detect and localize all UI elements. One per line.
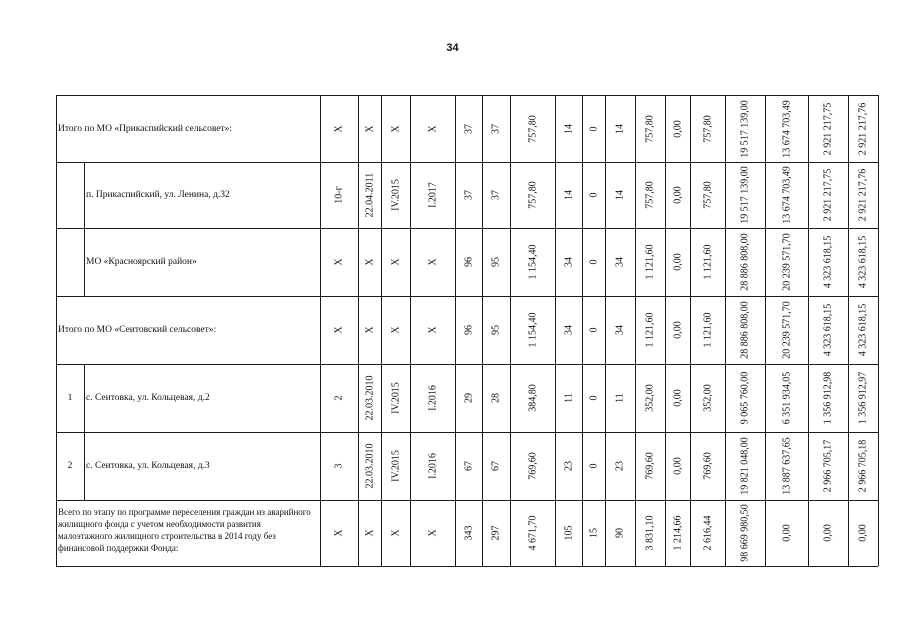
cell-value: 37 bbox=[463, 190, 474, 200]
table-cell bbox=[358, 364, 381, 432]
cell-value: 757,80 bbox=[644, 181, 656, 209]
cell-value: X bbox=[390, 529, 401, 537]
cell-value: 4 323 618,15 bbox=[857, 303, 869, 357]
table-cell bbox=[410, 500, 455, 566]
cell-value: 28 886 808,00 bbox=[739, 233, 751, 291]
cell-value: 67 bbox=[463, 461, 474, 471]
table-cell bbox=[665, 228, 690, 296]
cell-value: IV.2015 bbox=[390, 382, 401, 414]
table-cell bbox=[848, 296, 878, 364]
cell-value: 2 966 705,17 bbox=[822, 439, 834, 493]
cell-value: 757,80 bbox=[702, 181, 713, 209]
cell-value: 13 674 703,49 bbox=[781, 99, 792, 158]
table-cell bbox=[555, 364, 582, 432]
row-name: с. Сеитовка, ул. Кольцевая, д.3 bbox=[86, 461, 210, 471]
table-cell bbox=[765, 95, 808, 162]
table-cell bbox=[555, 95, 582, 162]
table-cell bbox=[381, 432, 410, 500]
cell-value: 769,60 bbox=[702, 452, 713, 480]
cell-value: 2 616,44 bbox=[702, 515, 713, 551]
cell-value: 2 921 217,76 bbox=[857, 102, 869, 155]
table-cell bbox=[410, 432, 455, 500]
cell-value: 34 bbox=[563, 325, 574, 335]
table-cell bbox=[582, 228, 605, 296]
cell-value: 22.03.2010 bbox=[364, 375, 375, 421]
cell-value: 34 bbox=[614, 257, 626, 267]
cell-value: 0,00 bbox=[822, 524, 834, 542]
table-cell bbox=[725, 432, 765, 500]
cell-value: 4 323 618,15 bbox=[822, 303, 834, 357]
cell-value: 19 517 139,00 bbox=[739, 166, 751, 224]
table-cell bbox=[510, 500, 555, 566]
table-cell bbox=[482, 364, 510, 432]
table-cell bbox=[320, 95, 358, 162]
table-cell bbox=[320, 364, 358, 432]
cell-value: IV.2015 bbox=[390, 450, 401, 482]
table-cell bbox=[665, 162, 690, 228]
row-number: 1 bbox=[67, 393, 73, 403]
cell-value: 2 bbox=[333, 395, 345, 401]
cell-value: I.2016 bbox=[427, 453, 438, 479]
table-cell bbox=[665, 95, 690, 162]
table-cell bbox=[690, 432, 725, 500]
cell-value: 2 966 705,18 bbox=[857, 439, 869, 493]
table-cell bbox=[765, 500, 808, 566]
table-cell bbox=[690, 95, 725, 162]
cell-value: X bbox=[333, 529, 345, 537]
cell-value: 29 bbox=[463, 393, 474, 403]
table-cell bbox=[635, 364, 665, 432]
cell-value: 96 bbox=[463, 257, 474, 267]
page-number: 34 bbox=[446, 42, 459, 54]
cell-value: 98 669 980,50 bbox=[739, 504, 751, 562]
table-cell bbox=[582, 432, 605, 500]
cell-value: X bbox=[333, 258, 345, 266]
table-cell bbox=[582, 162, 605, 228]
table-cell bbox=[482, 296, 510, 364]
cell-value: 90 bbox=[614, 528, 626, 538]
table-cell bbox=[808, 364, 848, 432]
cell-value: IV.2015 bbox=[390, 179, 401, 211]
table-cell bbox=[381, 162, 410, 228]
cell-value: 0,00 bbox=[672, 119, 683, 138]
cell-value: 0 bbox=[588, 126, 599, 131]
table-cell bbox=[510, 162, 555, 228]
table-cell bbox=[635, 500, 665, 566]
cell-value: 297 bbox=[490, 525, 502, 541]
table-cell bbox=[605, 228, 635, 296]
cell-value: 95 bbox=[490, 257, 502, 267]
cell-value: 1 121,60 bbox=[702, 312, 713, 348]
table-cell bbox=[482, 228, 510, 296]
table-cell bbox=[555, 500, 582, 566]
table-cell bbox=[635, 228, 665, 296]
cell-value: 384,80 bbox=[527, 384, 538, 412]
table-cell bbox=[725, 162, 765, 228]
table-cell bbox=[455, 296, 482, 364]
table-cell bbox=[410, 296, 455, 364]
cell-value: 67 bbox=[490, 461, 502, 471]
cell-value: 343 bbox=[463, 525, 474, 541]
cell-value: 0,00 bbox=[672, 186, 683, 204]
table-cell bbox=[725, 500, 765, 566]
table-cell bbox=[605, 162, 635, 228]
cell-value: X bbox=[427, 326, 438, 334]
cell-value: 1 356 912,97 bbox=[857, 371, 869, 425]
cell-value: 4 323 618,15 bbox=[822, 235, 834, 289]
cell-value: 13 674 703,49 bbox=[781, 166, 792, 224]
table-cell bbox=[808, 500, 848, 566]
cell-value: 1 154,40 bbox=[527, 244, 538, 280]
cell-value: 1 214,66 bbox=[672, 515, 683, 551]
table-cell bbox=[765, 432, 808, 500]
table-cell bbox=[381, 364, 410, 432]
table-cell bbox=[455, 95, 482, 162]
table-cell bbox=[582, 500, 605, 566]
cell-value: 3 831,10 bbox=[644, 515, 656, 551]
table-cell bbox=[808, 228, 848, 296]
table-cell bbox=[665, 432, 690, 500]
table-cell bbox=[320, 228, 358, 296]
cell-value: X bbox=[427, 529, 438, 537]
table-cell bbox=[848, 162, 878, 228]
table-cell bbox=[482, 95, 510, 162]
table-cell bbox=[320, 432, 358, 500]
table-cell bbox=[410, 364, 455, 432]
cell-value: 0 bbox=[588, 463, 599, 469]
cell-value: 37 bbox=[490, 123, 502, 134]
table-cell bbox=[690, 162, 725, 228]
table-cell bbox=[320, 500, 358, 566]
table-cell bbox=[765, 296, 808, 364]
table-cell bbox=[725, 95, 765, 162]
cell-value: 0,00 bbox=[672, 457, 683, 475]
cell-value: 95 bbox=[490, 325, 502, 335]
table-cell bbox=[358, 162, 381, 228]
table-cell bbox=[605, 432, 635, 500]
table-cell bbox=[725, 296, 765, 364]
cell-value: 1 154,40 bbox=[527, 312, 538, 348]
cell-value: 0,00 bbox=[672, 253, 683, 271]
cell-value: 1 121,60 bbox=[644, 312, 656, 348]
cell-value: 23 bbox=[563, 461, 574, 471]
table-cell bbox=[455, 364, 482, 432]
table-cell bbox=[482, 432, 510, 500]
table-cell bbox=[555, 432, 582, 500]
cell-value: 20 239 571,70 bbox=[781, 301, 792, 359]
row-name: Итого по МО «Сеитовский сельсовет»: bbox=[58, 325, 217, 335]
cell-value: 1 121,60 bbox=[644, 244, 656, 280]
cell-value: X bbox=[364, 258, 375, 266]
cell-value: 11 bbox=[614, 393, 626, 403]
table-cell bbox=[358, 228, 381, 296]
cell-value: 1 121,60 bbox=[702, 244, 713, 280]
table-cell bbox=[582, 364, 605, 432]
cell-value: 757,80 bbox=[644, 114, 656, 143]
cell-value: I.2016 bbox=[427, 385, 438, 411]
cell-value: 0,00 bbox=[672, 321, 683, 339]
table-column-border bbox=[878, 95, 879, 566]
table-cell bbox=[455, 228, 482, 296]
table-cell bbox=[510, 95, 555, 162]
table-cell bbox=[765, 228, 808, 296]
cell-value: 22.03.2010 bbox=[364, 443, 375, 489]
table-cell bbox=[690, 228, 725, 296]
cell-value: 37 bbox=[490, 190, 502, 200]
cell-value: X bbox=[390, 124, 401, 133]
table-cell bbox=[455, 500, 482, 566]
table-row-border bbox=[56, 566, 878, 567]
cell-value: X bbox=[364, 124, 375, 133]
row-name: МО «Красноярский район» bbox=[86, 257, 197, 267]
cell-value: 2 921 217,75 bbox=[822, 168, 834, 222]
cell-value: 0 bbox=[588, 327, 599, 333]
table-cell bbox=[510, 364, 555, 432]
table-cell bbox=[582, 296, 605, 364]
table-cell bbox=[765, 364, 808, 432]
table-cell bbox=[605, 296, 635, 364]
cell-value: 757,80 bbox=[527, 181, 538, 209]
cell-value: 0,00 bbox=[781, 524, 792, 542]
table-cell bbox=[808, 296, 848, 364]
cell-value: 0 bbox=[588, 395, 599, 401]
cell-value: 96 bbox=[463, 325, 474, 335]
cell-value: 4 671,70 bbox=[527, 515, 538, 551]
cell-value: 14 bbox=[563, 190, 574, 200]
cell-value: 0,00 bbox=[857, 524, 869, 542]
cell-value: X bbox=[333, 326, 345, 334]
table-cell bbox=[848, 432, 878, 500]
table-cell bbox=[635, 162, 665, 228]
table-cell bbox=[808, 432, 848, 500]
table-cell bbox=[582, 95, 605, 162]
cell-value: 20 239 571,70 bbox=[781, 233, 792, 291]
table-cell bbox=[320, 296, 358, 364]
table-cell bbox=[690, 364, 725, 432]
cell-value: 19 517 139,00 bbox=[739, 99, 751, 158]
table-cell bbox=[358, 500, 381, 566]
table-cell bbox=[635, 296, 665, 364]
table-cell bbox=[358, 432, 381, 500]
cell-value: 9 065 760,00 bbox=[739, 371, 751, 425]
table-cell bbox=[555, 228, 582, 296]
cell-value: 13 887 637,65 bbox=[781, 437, 792, 495]
cell-value: 28 bbox=[490, 393, 502, 403]
table-cell bbox=[555, 296, 582, 364]
cell-value: 2 921 217,75 bbox=[822, 102, 834, 155]
table-cell bbox=[808, 162, 848, 228]
table-cell bbox=[690, 500, 725, 566]
table-column-border bbox=[84, 364, 85, 432]
cell-value: 769,60 bbox=[644, 452, 656, 480]
table-cell bbox=[410, 95, 455, 162]
cell-value: 23 bbox=[614, 461, 626, 471]
table-cell bbox=[690, 296, 725, 364]
cell-value: 757,80 bbox=[702, 114, 713, 143]
cell-value: 352,00 bbox=[702, 384, 713, 412]
cell-value: 14 bbox=[614, 190, 626, 200]
table-cell bbox=[635, 432, 665, 500]
table-cell bbox=[381, 95, 410, 162]
table-cell bbox=[358, 95, 381, 162]
table-cell bbox=[510, 432, 555, 500]
cell-value: 0 bbox=[588, 259, 599, 265]
table-cell bbox=[410, 228, 455, 296]
cell-value: 0 bbox=[588, 192, 599, 198]
table-cell bbox=[665, 296, 690, 364]
table-cell bbox=[381, 500, 410, 566]
row-name: с. Сеитовка, ул. Кольцевая, д.2 bbox=[86, 393, 210, 403]
cell-value: 105 bbox=[563, 525, 574, 541]
cell-value: 10-г bbox=[333, 186, 345, 204]
cell-value: 34 bbox=[614, 325, 626, 335]
cell-value: I.2017 bbox=[427, 182, 438, 208]
cell-value: 352,00 bbox=[644, 384, 656, 412]
row-name: Итого по МО «Прикаспийский сельсовет»: bbox=[58, 123, 233, 134]
table-column-border bbox=[84, 162, 85, 228]
cell-value: 11 bbox=[563, 393, 574, 403]
table-cell bbox=[848, 95, 878, 162]
table-cell bbox=[848, 364, 878, 432]
cell-value: 1 356 912,98 bbox=[822, 371, 834, 425]
cell-value: X bbox=[333, 124, 345, 133]
cell-value: 34 bbox=[563, 257, 574, 267]
cell-value: 14 bbox=[614, 123, 626, 134]
table-cell bbox=[410, 162, 455, 228]
cell-value: 28 886 808,00 bbox=[739, 301, 751, 359]
cell-value: 4 323 618,15 bbox=[857, 235, 869, 289]
table-cell bbox=[765, 162, 808, 228]
cell-value: 3 bbox=[333, 463, 345, 469]
row-name: п. Прикаспийский, ул. Ленина, д.32 bbox=[86, 190, 230, 200]
cell-value: 0,00 bbox=[672, 389, 683, 407]
table-cell bbox=[320, 162, 358, 228]
table-cell bbox=[848, 228, 878, 296]
cell-value: 19 821 048,00 bbox=[739, 437, 751, 495]
cell-value: X bbox=[364, 326, 375, 334]
table-cell bbox=[482, 162, 510, 228]
cell-value: 15 bbox=[588, 528, 599, 538]
table-cell bbox=[381, 296, 410, 364]
table-cell bbox=[808, 95, 848, 162]
cell-value: 14 bbox=[563, 123, 574, 134]
table-cell bbox=[605, 500, 635, 566]
table-column-border bbox=[56, 95, 57, 566]
table-cell bbox=[381, 228, 410, 296]
table-cell bbox=[510, 296, 555, 364]
cell-value: 769,60 bbox=[527, 452, 538, 480]
table-cell bbox=[555, 162, 582, 228]
row-number: 2 bbox=[67, 461, 73, 471]
table-cell bbox=[665, 364, 690, 432]
table-cell bbox=[455, 162, 482, 228]
table-cell bbox=[725, 228, 765, 296]
cell-value: X bbox=[427, 258, 438, 266]
cell-value: 757,80 bbox=[527, 114, 538, 143]
table-column-border bbox=[84, 228, 85, 296]
table-cell bbox=[358, 296, 381, 364]
cell-value: 6 351 934,05 bbox=[781, 371, 792, 425]
table-cell bbox=[605, 95, 635, 162]
table-cell bbox=[605, 364, 635, 432]
table-cell bbox=[725, 364, 765, 432]
table-cell bbox=[635, 95, 665, 162]
table-cell bbox=[510, 228, 555, 296]
cell-value: 37 bbox=[463, 123, 474, 134]
table-cell bbox=[455, 432, 482, 500]
table-cell bbox=[665, 500, 690, 566]
cell-value: 22.04.2011 bbox=[364, 172, 375, 218]
cell-value: X bbox=[364, 529, 375, 537]
cell-value: X bbox=[427, 124, 438, 133]
row-name: Всего по этапу по программе переселения граждан из аварийного жилищного фонда с учетом необходимости развития малоэтажного жилищного строительства в 2014 году без финансовой поддержки Фонда: bbox=[58, 507, 311, 553]
table-column-border bbox=[84, 432, 85, 500]
table-cell bbox=[482, 500, 510, 566]
cell-value: 2 921 217,76 bbox=[857, 168, 869, 222]
cell-value: X bbox=[390, 326, 401, 334]
cell-value: X bbox=[390, 258, 401, 266]
table-cell bbox=[848, 500, 878, 566]
